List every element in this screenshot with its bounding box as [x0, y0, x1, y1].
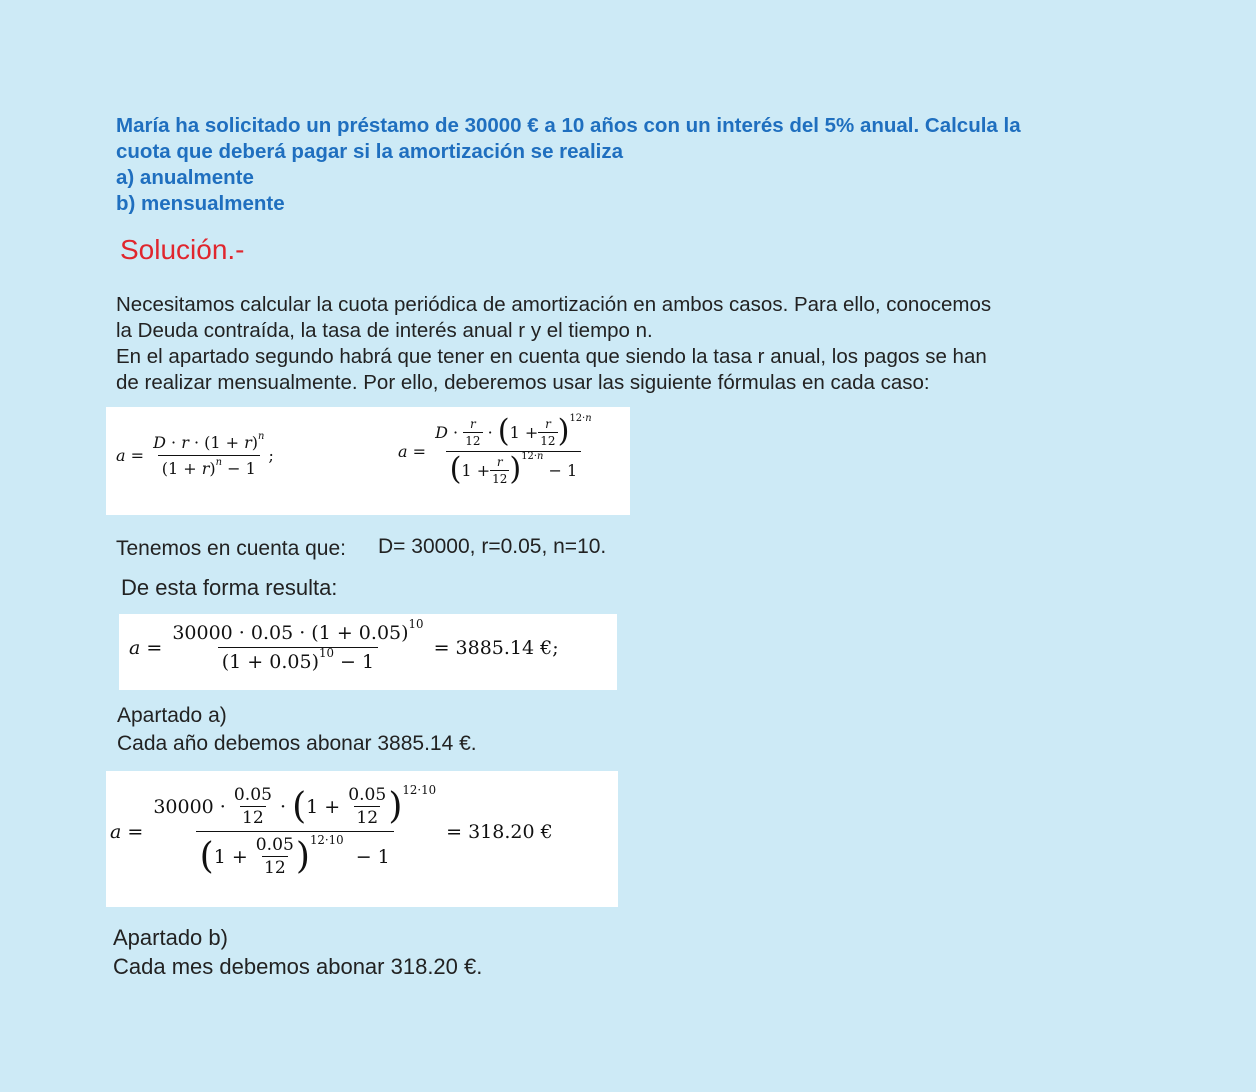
problem-line: cuota que deberá pagar si la amortización se realiza — [116, 140, 623, 163]
part-b-answer: Cada mes debemos abonar 318.20 €. — [113, 954, 483, 979]
solution-title: Solución.- — [120, 234, 245, 265]
part-a-title: Apartado a) — [117, 704, 227, 727]
part-b-formula-image: a = 30000 · $\frac{0.05}{12}$ · ( 1 + $\frac{0.05}{12}$ ) 12·10 ( 1 + $\frac{0.05}{12}$ ) 12·10 − 1 = 318.20 € — [106, 771, 618, 907]
intro-line: Necesitamos calcular la cuota periódica de amortización en ambos casos. Para ello, conocemos — [116, 293, 992, 316]
given-values: D= 30000, r=0.05, n=10. — [378, 535, 607, 558]
intro-line: En el apartado segundo habrá que tener en cuenta que siendo la tasa r anual, los pagos se han — [116, 345, 987, 368]
problem-option-b: b) mensualmente — [116, 192, 285, 215]
solution-intro — [116, 292, 1116, 396]
intro-line: de realizar mensualmente. Por ello, deberemos usar las siguiente fórmulas en cada caso: — [116, 371, 930, 394]
monthly-formula: a = D · $\frac{r}{12}$ · ( 1 + $\frac{r}{12}$ ) 12·n ( 1 + $\frac{r}{12}$ ) 12·n − 1 — [398, 413, 592, 488]
part-a-result: = 3885.14 €; — [433, 636, 559, 659]
part-b-title: Apartado b) — [113, 925, 228, 950]
problem-line: María ha solicitado un préstamo de 30000 € a 10 años con un interés del 5% anual. Calcula la — [116, 114, 1021, 137]
problem-statement — [116, 113, 1146, 217]
annual-formula: a = $\frac{D \cdot r \cdot (1 + r)^n}{(1 + r)^n - 1}$ ; — [116, 431, 274, 478]
given-label: Tenemos en cuenta que: — [116, 537, 346, 560]
general-formulas-image — [106, 407, 630, 515]
result-intro: De esta forma resulta: — [121, 575, 338, 600]
part-a-formula-image: a = $\frac{30000 \cdot 0.05 \cdot (1 + 0.05)^{10}}{(1 + 0.05)^{10} - 1}$ = 3885.14 €; — [119, 614, 617, 690]
intro-line: la Deuda contraída, la tasa de interés anual r y el tiempo n. — [116, 319, 653, 342]
part-a-answer: Cada año debemos abonar 3885.14 €. — [117, 732, 477, 755]
problem-option-a: a) anualmente — [116, 166, 254, 189]
part-b-result: = 318.20 € — [446, 820, 553, 843]
